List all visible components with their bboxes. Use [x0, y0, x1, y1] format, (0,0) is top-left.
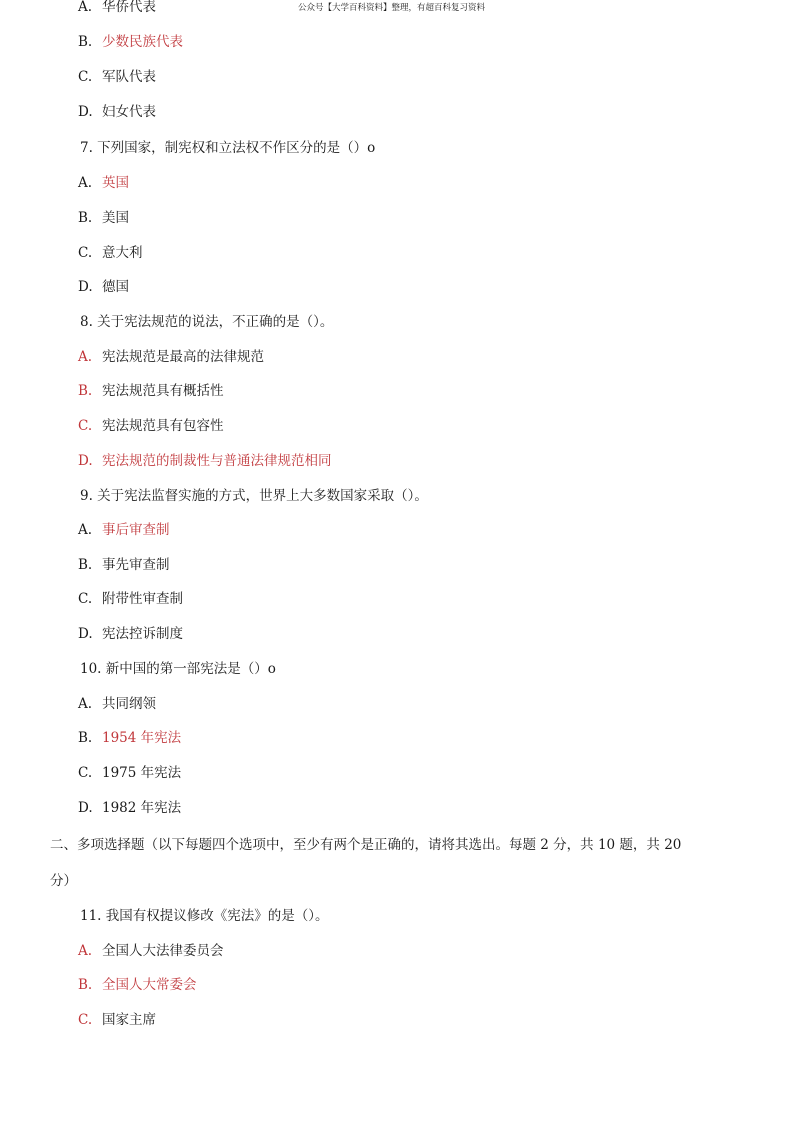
option-label: A. — [78, 0, 93, 15]
option-text: 国家主席 — [102, 1012, 156, 1028]
question-text: 11. 我国有权提议修改《宪法》的是（）。 — [80, 908, 329, 924]
page-header-watermark: 公众号【大学百科资料】整理，有超百科复习资料 — [298, 3, 486, 13]
option-label: C. — [78, 765, 93, 781]
answer-option — [78, 625, 183, 643]
option-text: 美国 — [102, 210, 129, 226]
answer-option — [78, 244, 143, 262]
question-text: 8. 关于宪法规范的说法，不正确的是（）。 — [80, 314, 334, 330]
answer-option — [78, 521, 170, 539]
section-heading: 二、多项选择题（以下每题四个选项中，至少有两个是正确的，请将其选出。每题 2 分，共 10 题，共 20 — [50, 837, 682, 853]
option-text: 1975 年宪法 — [102, 765, 182, 781]
option-label: C. — [78, 1012, 93, 1028]
option-text: 华侨代表 — [102, 0, 156, 15]
answer-option — [78, 452, 332, 470]
question-text: 7. 下列国家，制宪权和立法权不作区分的是（）o — [80, 140, 376, 156]
answer-option — [78, 382, 224, 400]
answer-option — [78, 103, 156, 121]
option-label: C. — [78, 69, 93, 85]
question-text: 9. 关于宪法监督实施的方式，世界上大多数国家采取（）。 — [80, 488, 428, 504]
option-text: 英国 — [102, 175, 129, 191]
option-label: B. — [78, 210, 93, 226]
option-text: 事先审查制 — [102, 557, 170, 573]
option-label: C. — [78, 418, 93, 434]
answer-option — [78, 942, 224, 960]
option-label: B. — [78, 730, 93, 746]
option-text: 全国人大常委会 — [102, 977, 197, 993]
option-text: 宪法控诉制度 — [102, 626, 183, 642]
answer-option — [78, 174, 129, 192]
option-label: B. — [78, 977, 93, 993]
option-label: D. — [78, 104, 93, 120]
option-label: C. — [78, 245, 93, 261]
option-text: 共同纲领 — [102, 696, 156, 712]
answer-option — [78, 33, 183, 51]
answer-option — [78, 1011, 156, 1029]
answer-option — [78, 348, 264, 366]
option-text: 1982 年宪法 — [102, 800, 182, 816]
option-label: A. — [78, 349, 93, 365]
option-text: 意大利 — [102, 245, 143, 261]
answer-option — [78, 695, 156, 713]
option-label: A. — [78, 175, 93, 191]
option-text: 宪法规范的制裁性与普通法律规范相同 — [102, 453, 332, 469]
option-label: D. — [78, 279, 93, 295]
option-label: A. — [78, 696, 93, 712]
answer-option — [78, 417, 224, 435]
option-label: A. — [78, 943, 93, 959]
option-label: B. — [78, 557, 93, 573]
option-label: C. — [78, 591, 93, 607]
answer-option — [78, 209, 129, 227]
option-text: 附带性审查制 — [102, 591, 183, 607]
answer-option — [78, 68, 156, 86]
option-label: D. — [78, 626, 93, 642]
question-text: 10. 新中国的第一部宪法是（）o — [80, 661, 276, 677]
option-label: B. — [78, 34, 93, 50]
option-text: 全国人大法律委员会 — [102, 943, 224, 959]
option-label: A. — [78, 522, 93, 538]
answer-option — [78, 729, 181, 747]
option-text: 1954 年宪法 — [102, 730, 182, 746]
option-text: 宪法规范具有概括性 — [102, 383, 224, 399]
option-text: 宪法规范是最高的法律规范 — [102, 349, 264, 365]
answer-option — [78, 556, 170, 574]
answer-option — [78, 278, 129, 296]
option-label: D. — [78, 453, 93, 469]
option-label: D. — [78, 800, 93, 816]
option-text: 军队代表 — [102, 69, 156, 85]
section-heading: 分） — [50, 873, 77, 889]
option-text: 事后审查制 — [102, 522, 170, 538]
option-text: 德国 — [102, 279, 129, 295]
answer-option — [78, 764, 181, 782]
answer-option — [78, 590, 183, 608]
option-text: 少数民族代表 — [102, 34, 183, 50]
answer-option — [78, 976, 197, 994]
answer-option — [78, 0, 156, 16]
option-label: B. — [78, 383, 93, 399]
answer-option — [78, 799, 181, 817]
option-text: 妇女代表 — [102, 104, 156, 120]
option-text: 宪法规范具有包容性 — [102, 418, 224, 434]
